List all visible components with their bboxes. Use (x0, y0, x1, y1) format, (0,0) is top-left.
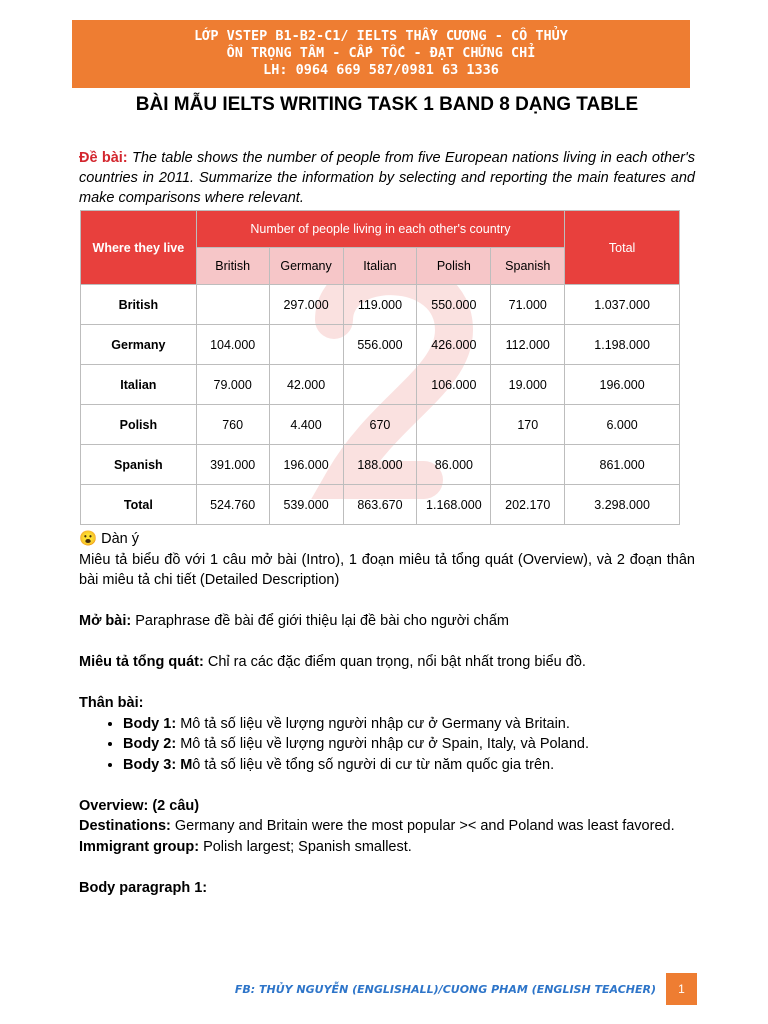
destinations-label: Destinations: (79, 818, 171, 834)
table-group-header: Number of people living in each other's country (196, 211, 564, 248)
table-row (81, 485, 680, 525)
outline-heading (79, 529, 695, 550)
tongquat-label: Miêu tả tổng quát: (79, 654, 204, 670)
mobai-text: Paraphrase đề bài để giới thiệu lại đề bài cho người chấm (135, 613, 509, 629)
column-header: British (196, 248, 269, 285)
table-cell: 86.000 (417, 445, 491, 485)
row-header: Italian (81, 365, 197, 405)
table-cell: 112.000 (491, 325, 565, 365)
header-line-3: LH: 0964 669 587/0981 63 1336 (263, 62, 499, 78)
table-cell: 556.000 (343, 325, 417, 365)
body-label: Body 2: (123, 736, 177, 752)
row-header: Spanish (81, 445, 197, 485)
body-list (79, 714, 695, 776)
table-total-cell: 861.000 (565, 445, 680, 485)
outline-section (79, 529, 695, 898)
row-header: Total (81, 485, 197, 525)
column-header: Germany (269, 248, 343, 285)
table-cell: 106.000 (417, 365, 491, 405)
table-cell (343, 365, 417, 405)
immigrant-line (79, 837, 695, 858)
body-text: ô tả số liệu về tổng số người di cư từ năm quốc gia trên. (192, 756, 555, 773)
table-total-cell: 1.198.000 (565, 325, 680, 365)
table-total-header: Total (565, 211, 680, 285)
destinations-text: Germany and Britain were the most popular >< and Poland was least favored. (174, 818, 675, 834)
table-cell: 188.000 (343, 445, 417, 485)
body1-heading (79, 878, 695, 899)
row-header: British (81, 285, 197, 325)
tongquat-text: Chỉ ra các đặc điểm quan trọng, nổi bật nhất trong biểu đồ. (207, 654, 586, 670)
data-table-container (80, 210, 680, 525)
mobai-label: Mở bài: (79, 613, 132, 629)
page-title: BÀI MẪU IELTS WRITING TASK 1 BAND 8 DẠNG TABLE (135, 94, 639, 115)
immigrant-text: Polish largest; Spanish smallest. (203, 838, 412, 855)
table-cell: 863.670 (343, 485, 417, 525)
table-cell: 1.168.000 (417, 485, 491, 525)
overview-heading-text: Overview: (2 câu) (79, 797, 200, 814)
table-cell (491, 445, 565, 485)
table-total-cell: 3.298.000 (565, 485, 680, 525)
overview-heading (79, 796, 695, 817)
table-cell: 19.000 (491, 365, 565, 405)
tongquat-line (79, 652, 695, 673)
list-item (123, 714, 695, 735)
table-corner-header: Where they live (81, 211, 197, 285)
table-total-cell: 1.037.000 (565, 285, 680, 325)
header-line-2: ÔN TRỌNG TÂM - CẤP TỐC - ĐẠT CHỨNG CHỈ (226, 45, 536, 61)
table-cell: 524.760 (196, 485, 269, 525)
thanbai-label: Thân bài: (79, 695, 144, 711)
outline-intro: Miêu tả biểu đồ với 1 câu mở bài (Intro), 1 đoạn miêu tả tổng quát (Overview), và 2 đoạn thân bài miêu tả chi tiết (Detailed Description) (79, 551, 695, 588)
table-cell: 202.170 (491, 485, 565, 525)
table-row (81, 285, 680, 325)
body1-heading-text: Body paragraph 1: (79, 879, 208, 896)
table-cell: 4.400 (269, 405, 343, 445)
column-header: Polish (417, 248, 491, 285)
table-cell (417, 405, 491, 445)
body-text: Mô tả số liệu về lượng người nhập cư ở Spain, Italy, và Poland. (180, 736, 590, 752)
body-label: Body 1: (123, 715, 177, 732)
destinations-line (79, 816, 695, 837)
row-header: Germany (81, 325, 197, 365)
table-cell: 104.000 (196, 325, 269, 365)
column-header: Spanish (491, 248, 565, 285)
table-total-cell: 6.000 (565, 405, 680, 445)
data-table (80, 210, 680, 525)
row-header: Polish (81, 405, 197, 445)
column-header: Italian (343, 248, 417, 285)
prompt-label: Đề bài: (79, 150, 128, 166)
table-cell: 670 (343, 405, 417, 445)
prompt-text: The table shows the number of people from five European nations living in each other's countries in 2011. Summarize the information by selecting and reporting the main features and make comparisons where relevant. (79, 150, 695, 206)
table-row (81, 325, 680, 365)
table-cell: 71.000 (491, 285, 565, 325)
surprised-face-icon: 😮 (79, 531, 98, 547)
table-cell: 42.000 (269, 365, 343, 405)
footer-credit: FB: THỦY NGUYỄN (ENGLISHALL)/CUONG PHAM (ENGLISH TEACHER) (234, 983, 656, 996)
table-row (81, 365, 680, 405)
list-item (123, 734, 695, 755)
mobai-line (79, 611, 695, 632)
table-row (81, 445, 680, 485)
page-number: 1 (666, 973, 697, 1005)
table-total-cell: 196.000 (565, 365, 680, 405)
table-cell (269, 325, 343, 365)
table-cell: 170 (491, 405, 565, 445)
table-cell: 426.000 (417, 325, 491, 365)
outline-heading-text: Dàn ý (101, 531, 139, 547)
list-item (123, 755, 695, 776)
table-cell: 297.000 (269, 285, 343, 325)
body-text: Mô tả số liệu về lượng người nhập cư ở Germany và Britain. (180, 715, 570, 732)
body-label: Body 3: M (123, 756, 193, 773)
thanbai-heading (79, 693, 695, 714)
table-cell: 391.000 (196, 445, 269, 485)
header-line-1: LỚP VSTEP B1-B2-C1/ IELTS THẦY CƯƠNG - CÔ THỦY (194, 28, 568, 44)
table-cell: 760 (196, 405, 269, 445)
table-cell: 79.000 (196, 365, 269, 405)
header-banner (72, 20, 690, 88)
table-cell: 550.000 (417, 285, 491, 325)
table-cell: 119.000 (343, 285, 417, 325)
immigrant-label: Immigrant group: (79, 838, 200, 855)
table-cell: 196.000 (269, 445, 343, 485)
task-prompt (79, 148, 695, 208)
table-cell: 539.000 (269, 485, 343, 525)
table-cell (196, 285, 269, 325)
table-row (81, 405, 680, 445)
